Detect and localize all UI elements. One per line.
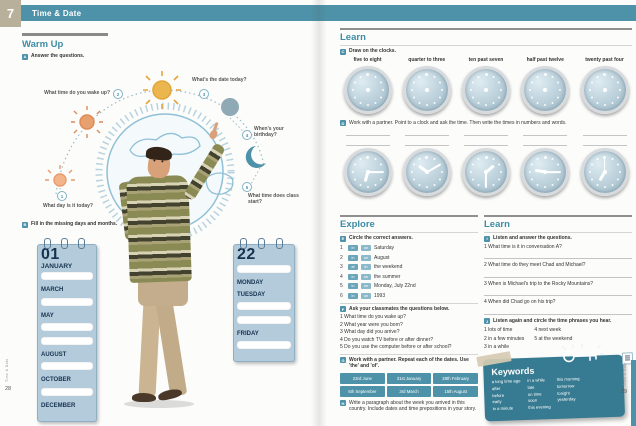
clock-time-label: half past twelve [526,56,564,63]
divider [484,232,632,233]
learn2-heading: Learn [484,219,510,230]
exercise-g-text: Work with a partner. Repeat each of the dates. Use 'the' and 'of'. [349,356,469,369]
question-number: 3 [484,280,487,287]
exercise-f [340,306,478,313]
keyword: early [492,398,502,405]
calendar-row [237,265,291,277]
keyword: this morning [556,375,580,382]
calendar-ring [61,238,68,249]
question-4: When's your birthday? [254,126,284,138]
right-margin-microtext: Time & Date [623,362,627,386]
calendar-month-label: JANUARY [41,263,73,270]
globe-icon [107,114,223,230]
preposition-option-b[interactable]: on [361,283,371,289]
calendar-day-number: 01 [41,246,60,263]
clock-row-read [340,128,632,196]
question-text: Do you use the computer before or after school? [344,344,452,350]
connector-5 [251,168,260,184]
calendar-row [41,337,93,349]
clock-time-label: five to eight [353,56,382,63]
divider [340,45,632,46]
preposition-row [340,272,478,282]
row-number: 1 [340,245,343,252]
blank-clock-face[interactable] [462,66,510,114]
date-grid [340,373,478,397]
time-write-line-numbers[interactable] [405,128,449,136]
time-write-line-numbers[interactable] [464,128,508,136]
time-phrase[interactable] [534,326,572,335]
keyword: this evening [528,403,551,410]
divider [340,303,478,304]
question-number: 1 [340,314,343,320]
explore-divider [340,215,478,217]
month-name: DECEMBER [41,402,76,409]
time-write-line-numbers[interactable] [346,128,390,136]
keywords-box [483,354,628,421]
blank-clock-face[interactable] [344,66,392,114]
clock-cell [459,57,514,114]
row-phrase: Saturday [374,245,395,252]
unit-number-box: 7 [0,0,21,27]
preposition-option-a[interactable]: at [348,264,358,270]
preposition-option-a[interactable]: in [348,245,358,251]
exercise-h-text: Write a paragraph about the week you arrived in this country. Include dates and time prepositions in your story. [349,399,477,412]
exercise-f-chip: F [341,306,345,312]
preposition-option-a[interactable]: in [348,274,358,280]
date-chip[interactable]: 15th August [433,386,478,397]
man-shadow [124,400,194,408]
phrase-text: lots of time [488,327,513,333]
date-chip[interactable]: 31st January [387,373,432,384]
question-1: What day is it today? [42,203,93,209]
page-edge-bar [631,360,636,426]
phrase-number: 3 [484,344,487,350]
time-write-line-words[interactable] [464,138,508,146]
date-chip[interactable]: 6th September [340,386,385,397]
exercise-j-chip: J [485,318,489,324]
answer-write-line[interactable] [484,251,632,259]
keyword: a long time ago [491,377,521,384]
clock-cell [399,128,454,196]
preposition-option-b[interactable]: on [361,293,371,299]
unit-title: Time & Date [32,8,82,18]
date-chip[interactable]: 28th February [433,373,478,384]
phrase-number: 5 [534,335,538,342]
answer-write-line[interactable] [484,288,632,296]
question-text: What time do they meet Chad and Michael? [488,262,586,268]
question-5-number: 5 [242,182,252,192]
keywords-column-1 [492,378,522,413]
phrase-number: 1 [484,327,487,333]
time-write-line-numbers[interactable] [583,128,627,136]
month-name: OCTOBER [41,377,71,383]
page-number-right: 29 [621,389,628,395]
row-phrase: Monday, July 22nd [374,283,416,290]
exercise-i [484,235,632,242]
clock-cell [459,128,514,196]
calendar-row [41,400,93,412]
month-name: MAY [41,312,54,319]
time-write-line-words[interactable] [523,138,567,146]
exercise-c-chip: C [341,49,345,54]
exercise-i-chip: I [484,236,490,242]
preposition-option-b[interactable]: in [361,264,371,270]
question-1-number: 1 [57,191,67,201]
man-hips [138,274,188,306]
exercise-c-text: Draw on the clocks. [349,48,396,54]
clock-row-draw [340,57,632,114]
day-name: MONDAY [237,279,264,286]
learn-section [340,28,632,196]
calendar-ring [240,238,247,249]
question-number: 2 [484,262,487,268]
phrase-number: 2 [484,335,487,342]
learn-divider [340,28,632,30]
row-number: 4 [340,273,343,280]
tape-decoration [476,351,511,367]
morning-sun-icon [71,106,103,138]
phrase-text: in a few minutes [488,335,525,342]
exercise-a-chip: A [23,54,27,59]
keyword: after [491,385,501,391]
time-write-line-words[interactable] [583,138,627,146]
calendar-row [237,289,291,301]
month-name: MARCH [41,287,64,293]
page-seam [311,0,327,426]
exercise-e-chip: E [341,236,345,241]
clock-time-label: quarter to three [408,56,446,63]
calendar-row [237,341,291,353]
explore-section [340,215,478,415]
exercise-d-chip: D [341,120,345,126]
day-name: TUESDAY [237,291,266,298]
page-number-left: 28 [5,386,12,392]
day-blank-field[interactable] [237,341,291,349]
month-calendar [37,244,97,422]
time-write-line-words[interactable] [405,138,449,146]
phrase-text: in a while [488,344,510,350]
left-margin-microtext: Time & Date [5,358,9,382]
clock-cell [518,57,573,114]
exercise-a-text: Answer the questions. [31,53,85,59]
exercise-h-chip: H [341,400,345,406]
exercise-j-text: Listen again and circle the time phrases you hear. [493,317,612,324]
listening-question [484,244,632,260]
month-blank-field[interactable] [41,362,93,370]
calendar-row [41,349,93,361]
calendar-row [41,298,93,310]
row-number: 2 [340,254,343,261]
listening-question [484,299,632,315]
exercise-j [484,318,632,325]
row-phrase: August [374,254,390,261]
month-rows [41,272,93,412]
preposition-row [340,244,478,254]
preposition-option-a[interactable]: in [348,255,358,261]
question-text: When did Chad go on his trip? [488,299,556,305]
exercise-b [22,221,117,228]
classmate-question [340,314,478,322]
calendar-row [237,316,291,328]
preposition-row [340,263,478,273]
exercise-h [340,400,478,413]
question-number: 2 [340,321,343,328]
clock-face-with-hands [462,148,510,196]
calendar-ring [276,238,283,249]
calendar-row [41,323,93,335]
keyword: yesterday [557,396,576,402]
explore-heading: Explore [340,219,375,230]
calendar-row [41,284,93,296]
phrase-text: at the weekend [538,335,573,342]
calendar-row [237,302,291,314]
day-blank-field[interactable] [237,265,291,273]
question-text: When is Michael's trip to the Rocky Mountains? [488,280,594,287]
date-chip[interactable]: 23rd June [340,373,385,384]
row-phrase: the summer [374,273,401,280]
question-text: What year were you born? [344,321,403,328]
blank-clock-face[interactable] [403,66,451,114]
exercise-b-text: Fill in the missing days and months. [31,221,118,227]
calendar-row [41,374,93,386]
calendar-ring [44,238,51,249]
man-leg [139,302,161,397]
learn-heading: Learn [340,32,366,43]
learn2-divider [484,215,632,217]
classmate-question [340,337,478,345]
exercise-b-chip: B [23,222,27,227]
calendar-row [41,272,93,284]
calendar-row [41,362,93,374]
month-blank-field[interactable] [41,298,93,306]
calendar-row [41,388,93,400]
clock-time-label: ten past seven [468,56,504,63]
warmup-heading: Warm Up [22,39,64,50]
row-phrase: the weekend [374,264,403,271]
exercise-g-chip: G [341,357,345,363]
clock-face-with-hands [403,148,451,196]
preposition-row [340,253,478,263]
phrases-column-1 [484,326,524,352]
exercise-d [340,120,632,127]
day-blank-field[interactable] [237,302,291,310]
keyword: late [527,383,535,390]
unit-title-bar [21,5,636,21]
month-blank-field[interactable] [41,323,93,331]
keyword: in a minute [492,405,514,411]
answer-write-line[interactable] [484,270,632,278]
preposition-option-a[interactable]: in [348,283,358,289]
exercise-e [340,235,478,242]
exercise-c [340,48,632,55]
calendar-ring [78,238,85,249]
question-2: What time do you wake up? [44,90,110,96]
divider [340,354,478,355]
clock-cell [577,57,632,114]
keywords-column-2 [527,377,551,412]
classmate-questions [340,314,478,352]
calendar-ring [258,238,265,249]
answer-write-line[interactable] [484,307,632,315]
exercise-e-text: Circle the correct answers. [349,235,413,241]
man-shoe [132,393,156,402]
clock-cell [340,57,395,114]
listening-question [484,262,632,278]
question-3-number: 3 [199,89,209,99]
clock-time-label: twenty past four [585,56,624,63]
row-number: 5 [340,283,343,290]
month-name: AUGUST [41,351,67,358]
preposition-option-b[interactable]: on [361,274,371,280]
listening-question [484,281,632,297]
classmate-question [340,329,478,337]
calendar-day-number: 22 [237,246,256,263]
day-calendar [233,244,295,362]
day-name: FRIDAY [237,330,259,337]
month-blank-field[interactable] [41,388,93,396]
question-number: 3 [340,329,343,335]
question-text: What time is it in conversation A? [488,243,562,250]
time-phrase[interactable] [484,335,524,344]
question-5: What time does class start? [248,193,299,205]
clock-cell [518,128,573,196]
blank-clock-face[interactable] [521,66,569,114]
question-text: What time do you wake up? [344,314,406,320]
preposition-rows [340,244,478,301]
preposition-row [340,282,478,292]
keyword: tonight [557,389,570,395]
row-number: 3 [340,264,343,271]
keywords-title: Keywords [491,365,535,377]
time-phrase[interactable] [484,326,524,335]
exercise-d-text: Work with a partner. Point to a clock and ask the time. Then write the times in numbers and words. [349,119,567,126]
time-write-line-numbers[interactable] [523,128,567,136]
calendar-row [237,328,291,340]
clock-face-with-hands [521,148,569,196]
exercise-i-text: Listen and answer the questions. [493,235,572,241]
warmup-divider [22,33,108,36]
clock-face-with-hands [581,148,629,196]
row-phrase: 1993 [374,292,386,299]
question-number: 1 [484,243,487,250]
exercise-f-text: Ask your classmates the questions below. [349,305,450,312]
key-icon [558,341,605,367]
classmate-question [340,344,478,352]
time-phrase[interactable] [484,343,524,352]
keyword: tomorrow [556,382,575,389]
blank-clock-face[interactable] [581,66,629,114]
month-blank-field[interactable] [41,337,93,345]
divider [340,232,478,233]
preposition-option-b[interactable]: on [361,245,371,251]
calendar-row [237,277,291,289]
question-3: What's the date today? [192,77,247,83]
keyword: in a while [527,376,545,383]
crescent-moon-icon [246,146,266,168]
keywords-column-3 [557,376,581,411]
learn-listening-section [484,215,632,419]
sunrise-icon [45,165,75,186]
keyword: before [492,391,505,398]
month-blank-field[interactable] [41,272,93,280]
preposition-option-a[interactable]: in [348,293,358,299]
question-number: 4 [340,336,343,343]
phrase-number: 4 [534,327,538,333]
question-4-number: 4 [242,130,252,140]
exercise-g [340,357,478,370]
clock-cell [399,57,454,114]
question-number: 5 [340,344,343,350]
time-write-line-words[interactable] [346,138,390,146]
keyword: soon [527,397,538,403]
date-chip[interactable]: 3rd March [387,386,432,397]
dusk-moon-icon [221,98,239,116]
keyword: on time [527,390,542,397]
clock-face-with-hands [344,148,392,196]
question-2-number: 2 [113,89,123,99]
question-text: What day did you arrive? [344,329,400,335]
day-blank-field[interactable] [237,316,291,324]
preposition-row [340,291,478,301]
classmate-question [340,322,478,330]
man-leg-crossed [156,301,187,397]
clock-cell [340,128,395,196]
calendar-row [41,310,93,322]
exercise-a [22,53,84,60]
phrase-text: next week [538,327,561,333]
question-text: Do you watch TV before or after dinner? [344,336,434,343]
preposition-option-b[interactable]: on [361,255,371,261]
listening-questions [484,244,632,315]
clock-cell [577,128,632,196]
man-shoe [157,387,182,402]
day-rows [237,265,291,354]
connector-4 [230,118,244,132]
question-number: 4 [484,299,487,305]
row-number: 6 [340,292,343,299]
